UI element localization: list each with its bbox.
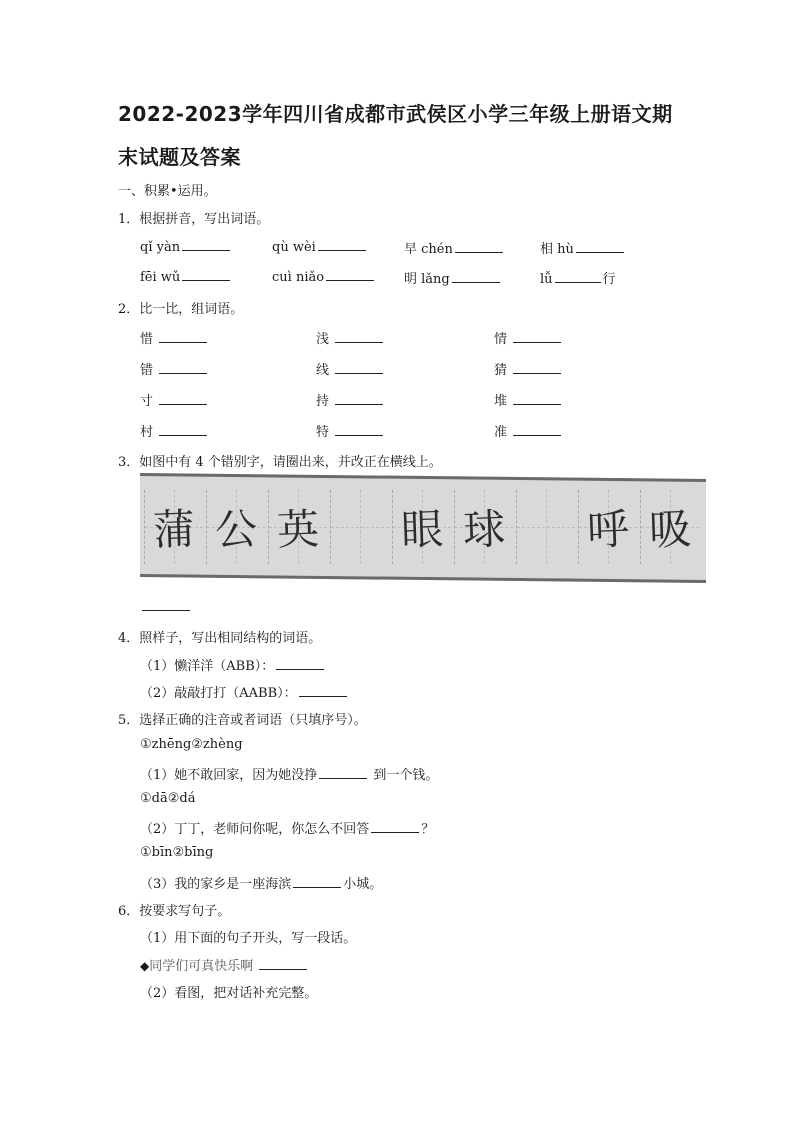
answer-blank[interactable] (318, 238, 366, 251)
question-2-label: 2．比一比，组词语。 (118, 302, 244, 317)
compare-item: 准 (494, 421, 563, 440)
pinyin-item: fēi wǔ (140, 268, 232, 285)
q5-sentence-2: （2）丁丁，老师问你呢，你怎么不回答 ？ (140, 822, 435, 837)
answer-blank[interactable] (159, 361, 207, 374)
q6-item-a: （1）用下面的句子开头，写一段话。 (140, 931, 357, 946)
pinyin-item: lǚ 行 (540, 272, 616, 287)
compare-item: 线 (316, 359, 385, 378)
q5-sentence-1: （1）她不敢回家，因为她没挣 到一个钱。 (140, 768, 439, 783)
strip-char: 英 (276, 504, 320, 555)
answer-blank[interactable] (513, 330, 561, 343)
question-6-label: 6．按要求写句子。 (118, 904, 231, 919)
answer-blank[interactable] (335, 392, 383, 405)
compare-item: 猜 (494, 359, 563, 378)
answer-blank[interactable] (276, 657, 324, 670)
answer-blank[interactable] (182, 238, 230, 251)
pinyin-item: cuì niǎo (272, 268, 376, 285)
strip-char: 吸 (648, 504, 692, 555)
q6-sample-line: ◆同学们可真快乐啊 (140, 955, 309, 974)
answer-blank[interactable] (455, 240, 503, 253)
answer-blank[interactable] (335, 361, 383, 374)
compare-item: 持 (316, 390, 385, 409)
question-5-label: 5．选择正确的注音或者词语（只填序号）。 (118, 713, 367, 728)
answer-blank[interactable] (513, 423, 561, 436)
q4-item-a: （1）懒洋洋（ABB）： (140, 655, 326, 674)
answer-blank[interactable] (293, 875, 341, 888)
strip-char: 蒲 (152, 504, 196, 555)
q5-options-1: ①zhēng②zhèng (140, 737, 243, 752)
compare-item: 浅 (316, 328, 385, 347)
compare-item: 特 (316, 421, 385, 440)
answer-blank[interactable] (319, 766, 367, 779)
answer-blank[interactable] (576, 240, 624, 253)
compare-item: 村 (140, 421, 209, 440)
compare-item: 错 (140, 359, 209, 378)
page-title-continued: 末试题及答案 (118, 145, 241, 169)
answer-blank[interactable] (326, 268, 374, 281)
pinyin-item: qù wèi (272, 238, 368, 255)
q6-item-b: （2）看图，把对话补充完整。 (140, 986, 318, 1001)
answer-blank[interactable] (159, 330, 207, 343)
page-title: 2022-2023学年四川省成都市武侯区小学三年级上册语文期 (118, 102, 673, 126)
answer-blank[interactable] (513, 392, 561, 405)
compare-item: 情 (494, 328, 563, 347)
strip-char: 球 (462, 504, 506, 555)
answer-blank[interactable] (335, 330, 383, 343)
compare-item: 惜 (140, 328, 209, 347)
compare-item: 寸 (140, 390, 209, 409)
strip-char: 眼 (400, 504, 444, 555)
section-heading: 一、积累•运用。 (118, 184, 217, 199)
strip-char: 公 (214, 504, 258, 555)
diamond-bullet-icon: ◆ (140, 959, 150, 973)
answer-blank[interactable] (259, 957, 307, 970)
answer-blank[interactable] (335, 423, 383, 436)
q3-answer-line[interactable] (140, 598, 192, 615)
question-3-label: 3．如图中有 4 个错别字，请圈出来，并改正在横线上。 (118, 455, 442, 470)
pinyin-item: qǐ yàn (140, 238, 232, 255)
pinyin-item: 相 hù (540, 238, 626, 257)
q5-options-3: ①bīn②bīng (140, 845, 214, 860)
q4-item-b: （2）敲敲打打（AABB）： (140, 682, 349, 701)
strip-char: 呼 (586, 504, 630, 555)
answer-blank[interactable] (555, 270, 601, 283)
answer-blank[interactable] (371, 820, 419, 833)
answer-blank[interactable] (513, 361, 561, 374)
answer-blank[interactable] (452, 270, 500, 283)
answer-blank[interactable] (182, 268, 230, 281)
pinyin-item: 明 lǎng (404, 268, 502, 287)
answer-blank[interactable] (299, 684, 347, 697)
compare-item: 堆 (494, 390, 563, 409)
answer-blank[interactable] (159, 423, 207, 436)
question-4-label: 4．照样子，写出相同结构的词语。 (118, 631, 322, 646)
handwriting-strip-image (140, 476, 706, 580)
q5-sentence-3: （3）我的家乡是一座海滨 小城。 (140, 877, 383, 892)
pinyin-item: 早 chén (404, 238, 505, 257)
question-1-label: 1．根据拼音，写出词语。 (118, 212, 270, 227)
q5-options-2: ①dā②dá (140, 791, 196, 806)
answer-blank[interactable] (159, 392, 207, 405)
